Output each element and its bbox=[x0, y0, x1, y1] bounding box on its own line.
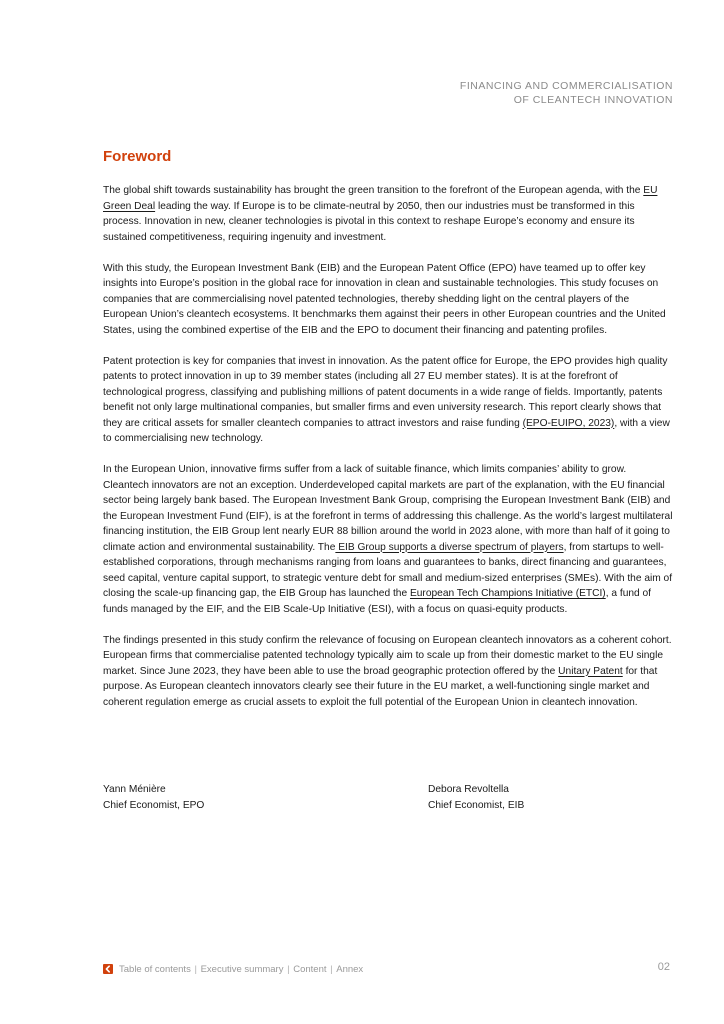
eib-group-spectrum-link[interactable]: EIB Group supports a diverse spectrum of players bbox=[335, 541, 564, 553]
paragraph-1-text-a: The global shift towards sustainability has brought the green transition to the forefront of the European agenda, with the bbox=[103, 185, 644, 196]
foreword-body bbox=[103, 183, 673, 726]
paragraph-4-text-c: , a fund of funds managed by the EIF, and the EIB Scale-Up Initiative (ESI), with a focus on quasi-equity products. bbox=[103, 588, 652, 615]
paragraph-1 bbox=[103, 183, 673, 245]
paragraph-4 bbox=[103, 462, 673, 617]
footer-nav bbox=[119, 963, 363, 976]
chevron-left-icon[interactable] bbox=[103, 964, 113, 974]
paragraph-5 bbox=[103, 633, 673, 711]
signature-epo bbox=[103, 782, 204, 813]
paragraph-2: With this study, the European Investment Bank (EIB) and the European Patent Office (EPO) have teamed up to offer key insights into Europe’s position in the global race for innovation in clean and sustainable technologies. This study focuses on companies that are commercialising novel patented technologies, thereby shedding light on the central players of the European Union’s cleantech ecosystems. It benchmarks them against their peers in other European countries and the United States, using the combined expertise of the EIB and the EPO to document their financing and patenting profiles. bbox=[103, 262, 666, 336]
signature-eib bbox=[428, 782, 524, 813]
footer-link-annex[interactable]: Annex bbox=[336, 964, 364, 975]
footer-separator: | bbox=[327, 964, 336, 975]
footer-separator: | bbox=[284, 964, 293, 975]
running-header bbox=[460, 79, 673, 107]
paragraph-3-text-a: Patent protection is key for companies that invest in innovation. As the patent office for Europe, the EPO provides high quality patents to protect innovation in up to 39 member states (including all 27 EU member states). It is at the forefront of technological progress, classifying and publishing millions of patent documents in a wide range of fields. Importantly, patents benefit not only large multinational companies, but smaller firms and even university research. This report clearly shows that they are critical assets for smaller cleantech companies to attract investors and raise funding bbox=[103, 355, 668, 429]
footer-link-executive-summary[interactable]: Executive summary bbox=[200, 964, 284, 975]
unitary-patent-link[interactable]: Unitary Patent bbox=[558, 665, 623, 677]
footer-link-table-of-contents[interactable]: Table of contents bbox=[119, 964, 191, 975]
paragraph-5-text-b: for that purpose. As European cleantech innovators clearly see their future in the EU market, a well-functioning single market and coherent regulation emerge as crucial assets to exploit the full potential of the European Union in cleantech innovation. bbox=[103, 665, 658, 708]
paragraph-4-text-a: In the European Union, innovative firms suffer from a lack of suitable finance, which limits companies’ ability to grow. Cleantech innovators are not an exception. Underdeveloped capital markets are part of the explanation, with the EU financial sector being largely bank based. The European Investment Bank Group, comprising the European Investment Bank (EIB) and the European Investment Fund (EIF), is at the forefront in terms of addressing this challenge. As the world’s largest multilateral financing institution, the EIB Group lent nearly EUR 88 billion around the world in 2023 alone, with more than half of it going to climate action and environmental sustainability. The bbox=[103, 464, 673, 553]
etci-link[interactable]: European Tech Champions Initiative (ETCI) bbox=[409, 588, 606, 599]
epo-euipo-2023-link[interactable]: (EPO-EUIPO, 2023) bbox=[522, 417, 615, 429]
page-footer bbox=[103, 963, 673, 977]
signature-epo-name: Yann Ménière bbox=[103, 784, 166, 795]
paragraph-1-text-b: leading the way. If Europe is to be climate-neutral by 2050, then our industries must be transformed in this process. Innovation in new, cleaner technologies is pivotal in this context to reshape Europe’s economy and ensure its sustained competitiveness, requiring ingenuity and investment. bbox=[103, 200, 635, 243]
paragraph-3-text-b: , with a view to commercialising new technology. bbox=[103, 417, 670, 444]
page-number: 02 bbox=[657, 961, 670, 973]
footer-link-content[interactable]: Content bbox=[293, 964, 327, 975]
paragraph-3 bbox=[103, 354, 673, 447]
signature-eib-role: Chief Economist, EIB bbox=[428, 799, 525, 811]
running-header-line-1: FINANCING AND COMMERCIALISATION bbox=[459, 80, 673, 92]
footer-separator: | bbox=[191, 964, 200, 975]
paragraph-5-text-a: The findings presented in this study confirm the relevance of focusing on European cleantech innovators as a coherent cohort. European firms that commercialise patented technology typically aim to scale up from their domestic market to the EU single market. Since June 2023, they have been able to use the broad geographic protection offered by the bbox=[103, 634, 672, 677]
running-header-line-2: OF CLEANTECH INNOVATION bbox=[513, 94, 673, 106]
paragraph-4-text-b: , from startups to well-established corporations, through mechanisms ranging from loans and guarantees to banks, direct financing and guarantees, seed capital, venture capital support, to strategic venture debt for small and medium-sized enterprises (SMEs). With the aim of closing the scale-up financing gap, the EIB Group has launched the bbox=[103, 541, 673, 599]
signature-epo-role: Chief Economist, EPO bbox=[103, 799, 205, 811]
signature-eib-name: Debora Revoltella bbox=[428, 784, 509, 795]
eu-green-deal-link[interactable]: EU Green Deal bbox=[103, 185, 658, 212]
page-title: Foreword bbox=[103, 148, 172, 165]
